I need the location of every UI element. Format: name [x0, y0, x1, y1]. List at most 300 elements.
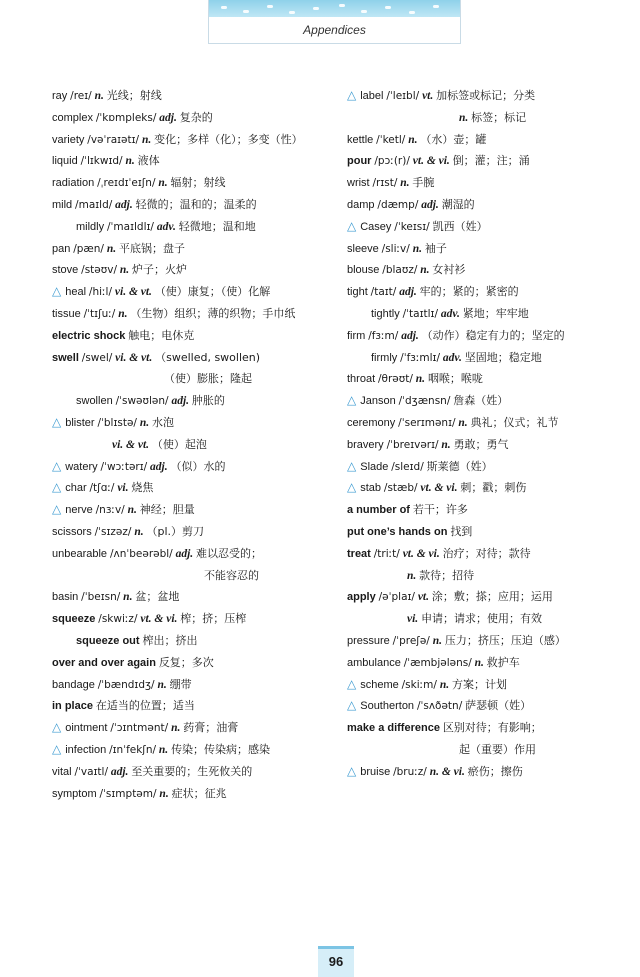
vocab-phonetic: /triːt/: [373, 547, 400, 560]
vocab-headword: complex: [52, 111, 93, 124]
vocab-part-of-speech: vi. & vt.: [115, 351, 153, 364]
vocab-headword: variety: [52, 133, 85, 146]
vocab-entry: [347, 739, 617, 761]
vocab-entry: [347, 107, 617, 129]
vocab-part-of-speech: n.: [459, 111, 469, 124]
vocab-phonetic: /ˈvaɪtl/: [74, 765, 108, 778]
vocab-part-of-speech: adj.: [401, 329, 419, 342]
vocab-definition: 烧焦: [131, 481, 154, 495]
vocab-definition: （使）起泡: [151, 437, 207, 451]
triangle-icon: △: [347, 88, 357, 102]
vocab-part-of-speech: n.: [141, 133, 152, 146]
vocab-phonetic: /ˈtaɪtlɪ/: [402, 307, 438, 320]
vocab-entry: [52, 303, 324, 325]
vocab-part-of-speech: vt. & vi.: [402, 547, 440, 560]
vocab-part-of-speech: n.: [408, 133, 418, 146]
page-number: 96: [318, 946, 354, 977]
vocab-headword: make a difference: [347, 722, 440, 735]
section-title: Appendices: [303, 23, 366, 37]
vocab-phonetic: /pæn/: [73, 242, 104, 255]
vocab-headword: apply: [347, 591, 376, 604]
vocab-definition: 女衬衫: [432, 263, 466, 277]
vocab-headword: damp: [347, 198, 375, 211]
vocab-definition: 咽喉；喉咙: [427, 372, 483, 386]
vocab-phonetic: /ˈsɪzəz/: [94, 525, 132, 538]
vocab-definition: 申请；请求；使用；有效: [421, 612, 543, 626]
vocab-definition: 手腕: [412, 176, 435, 190]
vocab-definition: 潮湿的: [441, 197, 475, 211]
vocab-entry: [347, 521, 617, 543]
vocab-definition: 区别对待；有影响；: [442, 721, 542, 735]
vocab-phonetic: /θrəʊt/: [378, 373, 413, 386]
vocab-headword: Southerton: [360, 700, 415, 713]
vocab-entry: [52, 543, 324, 565]
vocab-definition: 压力；挤压；压迫（感）: [444, 633, 566, 647]
vocab-part-of-speech: n.: [134, 525, 144, 538]
vocab-entry: [347, 281, 617, 303]
vocab-definition: 紧地；牢牢地: [462, 306, 529, 320]
vocab-part-of-speech: n.: [139, 416, 150, 429]
vocab-part-of-speech: n.: [171, 722, 181, 735]
vocab-headword: symptom: [52, 787, 97, 800]
vocab-headword: kettle: [347, 133, 374, 146]
vocab-headword: ambulance: [347, 656, 401, 669]
vocab-definition: 瘀伤；擦伤: [467, 764, 523, 778]
vocab-phonetic: /swel/: [81, 351, 113, 364]
vocab-definition: 不能容忍的: [204, 568, 259, 582]
vocab-entry: [52, 238, 324, 260]
vocab-definition: （pl.）剪刀: [146, 524, 205, 538]
vocab-entry: [52, 259, 324, 281]
vocab-entry: [347, 717, 617, 739]
vocab-phonetic: /maɪld/: [75, 198, 113, 211]
vocab-phonetic: /ˈblɪstə/: [97, 416, 137, 429]
vocab-entry: [52, 107, 324, 129]
vocab-phonetic: /əˈplaɪ/: [378, 591, 415, 604]
vocab-entry: [52, 281, 324, 303]
vocab-definition: 榨出；挤出: [142, 633, 198, 647]
vocab-part-of-speech: adj.: [171, 395, 190, 408]
vocab-definition: 至关重要的；生死攸关的: [131, 764, 253, 778]
triangle-icon: △: [52, 284, 62, 299]
vocab-entry: [52, 674, 324, 696]
vocab-entry: [347, 434, 617, 456]
vocab-phonetic: /tʃɑː/: [89, 482, 115, 495]
vocab-definition: 典礼；仪式；礼节: [470, 415, 559, 429]
triangle-icon: △: [347, 218, 357, 233]
vocab-entry: [347, 238, 617, 260]
vocab-entry: [347, 347, 617, 369]
vocab-definition: 盆；盆地: [135, 590, 180, 604]
vocab-entry: [347, 85, 617, 107]
vocab-phonetic: /ˈæmbjələns/: [403, 656, 472, 669]
vocab-part-of-speech: n.: [118, 307, 128, 320]
vocab-entry: [52, 783, 324, 805]
vocab-headword: treat: [347, 547, 371, 560]
vocab-headword: stab: [360, 482, 382, 495]
vocab-headword: pressure: [347, 634, 390, 647]
vocab-entry: [52, 521, 324, 543]
vocab-headword: pour: [347, 155, 372, 168]
vocab-phonetic: /rɪst/: [372, 177, 398, 190]
vocab-definition: 牢的；紧的；紧密的: [419, 285, 519, 299]
vocab-entry: [52, 499, 324, 521]
vocab-phonetic: /ˈleɪbl/: [386, 90, 420, 102]
vocab-entry: [347, 216, 617, 238]
vocab-entry: [52, 194, 324, 216]
vocab-entry: [347, 543, 617, 565]
vocab-part-of-speech: n.: [432, 634, 442, 647]
vocab-definition: 难以忍受的；: [196, 546, 263, 560]
vocab-headword: squeeze: [52, 613, 96, 626]
vocab-definition: 变化；多样（化）；多变（性）: [154, 132, 303, 146]
vocab-definition: （生物）组织；薄的织物；手巾纸: [130, 306, 296, 320]
vocab-entry: [347, 674, 617, 696]
vocab-entry: [347, 303, 617, 325]
vocab-definition: 刺；戳；刺伤: [460, 481, 527, 495]
vocab-part-of-speech: n.: [439, 678, 450, 691]
vocab-part-of-speech: n.: [127, 504, 137, 517]
vocab-definition: 加标签或标记；分类: [436, 89, 536, 102]
vocab-headword: ointment: [65, 722, 108, 735]
vocab-headword: mildly: [76, 220, 105, 233]
triangle-icon: △: [52, 480, 62, 495]
vocab-headword: Casey: [360, 220, 392, 233]
vocab-headword: squeeze out: [76, 634, 140, 647]
vocab-definition: 勇敢；勇气: [453, 437, 509, 451]
vocab-headword: ray: [52, 90, 68, 102]
vocab-phonetic: /ˈmaɪldlɪ/: [107, 220, 154, 233]
vocab-definition: 方案；计划: [451, 677, 507, 691]
vocab-headword: pan: [52, 242, 71, 255]
vocab-part-of-speech: vt. & vi.: [140, 613, 178, 626]
vocab-definition: 袖子: [424, 241, 447, 255]
vocab-part-of-speech: vi.: [117, 482, 129, 495]
vocab-definition: 水泡: [151, 415, 174, 429]
triangle-icon: △: [52, 720, 62, 735]
vocab-part-of-speech: adj.: [175, 547, 194, 560]
vocab-definition: 辐射；射线: [170, 176, 226, 190]
vocab-phonetic: /skwiːz/: [98, 613, 138, 626]
vocab-part-of-speech: adj.: [421, 198, 439, 211]
vocab-headword: scheme: [360, 678, 399, 691]
vocab-entry: [52, 216, 324, 238]
vocab-definition: 起（重要）作用: [459, 742, 536, 756]
vocab-headword: label: [360, 90, 384, 102]
vocab-definition: （使）康复；（使）化解: [154, 285, 271, 299]
vocab-definition: （swelled, swollen): [155, 350, 261, 364]
vocab-part-of-speech: n.: [407, 569, 417, 582]
vocab-phonetic: /ˈlɪkwɪd/: [80, 155, 123, 168]
vocab-definition: 在适当的位置；适当: [95, 699, 195, 713]
vocab-headword: ceremony: [347, 416, 396, 429]
vocab-headword: Slade: [360, 460, 389, 473]
vocab-part-of-speech: vi. & vt.: [114, 286, 152, 299]
vocab-headword: bandage: [52, 678, 95, 691]
vocab-definition: 触电；电休克: [128, 328, 195, 342]
vocab-headword: over and over again: [52, 656, 156, 669]
vocab-part-of-speech: n.: [106, 242, 117, 255]
vocab-definition: 救护车: [486, 655, 520, 669]
vocab-part-of-speech: n.: [157, 678, 167, 691]
vocab-entry: [52, 565, 324, 587]
vocab-headword: mild: [52, 198, 73, 211]
vocab-phonetic: /ˈsɪmptəm/: [99, 787, 157, 800]
triangle-icon: △: [52, 502, 62, 517]
vocab-part-of-speech: n.: [123, 591, 133, 604]
vocab-entry: [347, 456, 617, 478]
vocab-entry: [52, 325, 324, 347]
vocab-headword: firm: [347, 329, 366, 342]
vocab-phonetic: /ʌnˈbeərəbl/: [109, 547, 173, 560]
vocab-headword: firmly: [371, 351, 398, 364]
vocab-headword: blouse: [347, 264, 380, 277]
vocab-headword: vital: [52, 765, 72, 778]
vocab-part-of-speech: adj.: [110, 765, 129, 778]
vocab-definition: 凯西（姓）: [432, 219, 488, 233]
vocab-phonetic: /ˈkɒmpleks/: [95, 111, 157, 124]
vocabulary-column-right: [347, 85, 617, 783]
vocab-phonetic: /ˈɔɪntmənt/: [110, 722, 169, 735]
vocab-definition: 药膏；油膏: [183, 721, 239, 735]
vocab-phonetic: /vəˈraɪətɪ/: [87, 133, 140, 146]
vocab-part-of-speech: adv.: [440, 307, 460, 320]
vocab-entry: [347, 695, 617, 717]
vocab-part-of-speech: n.: [94, 90, 104, 102]
vocab-headword: radiation: [52, 177, 95, 190]
vocab-headword: put one’s hands on: [347, 525, 448, 538]
vocab-entry: [347, 652, 617, 674]
vocab-phonetic: /ˈsʌðətn/: [416, 700, 463, 713]
vocab-definition: 绷带: [169, 677, 192, 691]
vocab-entry: [347, 477, 617, 499]
vocab-part-of-speech: adv.: [156, 220, 176, 233]
vocab-entry: [52, 129, 324, 151]
vocab-definition: 若干；许多: [412, 503, 468, 517]
vocab-phonetic: /stəʊv/: [81, 264, 117, 277]
vocab-entry: [347, 608, 617, 630]
vocab-part-of-speech: adj.: [399, 286, 417, 299]
vocab-definition: 坚固地；稳定地: [464, 350, 542, 364]
vocab-definition: 光线；射线: [106, 89, 162, 102]
vocab-headword: a number of: [347, 504, 410, 517]
vocab-definition: 神经；胆量: [139, 503, 195, 517]
vocab-headword: swollen: [76, 395, 113, 408]
vocab-definition: 萨瑟顿（姓）: [465, 699, 532, 713]
vocab-entry: [347, 259, 617, 281]
vocab-headword: unbearable: [52, 547, 108, 560]
triangle-icon: △: [347, 676, 357, 691]
vocab-definition: 治疗；对待；款待: [442, 546, 531, 560]
triangle-icon: △: [347, 698, 357, 713]
vocab-entry: [347, 761, 617, 783]
vocab-phonetic: /ˈpreʃə/: [392, 634, 430, 647]
vocab-entry: [52, 412, 324, 434]
vocab-part-of-speech: n.: [125, 155, 135, 168]
vocab-definition: 榨；挤；压榨: [180, 612, 247, 626]
vocab-part-of-speech: n.: [441, 438, 451, 451]
vocab-entry: [347, 412, 617, 434]
vocab-definition: 找到: [450, 524, 473, 538]
vocab-part-of-speech: adj.: [159, 111, 177, 124]
vocab-phonetic: /ˈwɔːtərɪ/: [100, 460, 148, 473]
vocab-part-of-speech: n.: [158, 743, 169, 756]
vocab-definition: 轻微地；温和地: [178, 219, 256, 233]
vocab-entry: [52, 739, 324, 761]
vocab-phonetic: /ˈdʒænsn/: [398, 395, 451, 408]
vocab-entry: [52, 390, 324, 412]
vocab-phonetic: /skiːm/: [401, 678, 437, 691]
vocab-headword: liquid: [52, 155, 78, 168]
vocab-phonetic: /ˈbeɪsn/: [81, 591, 121, 604]
vocab-entry: [52, 434, 324, 456]
vocab-entry: [52, 368, 324, 390]
vocab-phonetic: /ˈketl/: [376, 133, 406, 146]
vocab-part-of-speech: n.: [474, 656, 484, 669]
vocab-headword: nerve: [65, 504, 93, 517]
vocab-phonetic: /ˈserɪmənɪ/: [398, 416, 456, 429]
triangle-icon: △: [347, 393, 357, 408]
vocab-headword: blister: [65, 416, 95, 429]
vocab-phonetic: /sliːv/: [381, 242, 410, 255]
vocab-headword: bravery: [347, 438, 384, 451]
vocab-entry: [347, 499, 617, 521]
vocab-headword: in place: [52, 700, 93, 713]
vocab-definition: 平底锅；盘子: [118, 241, 185, 255]
vocab-entry: [52, 630, 324, 652]
vocab-phonetic: /hiːl/: [88, 286, 113, 299]
vocab-headword: wrist: [347, 177, 370, 190]
vocab-headword: Janson: [360, 395, 396, 408]
vocab-part-of-speech: vt. & vi.: [412, 155, 450, 168]
vocab-definition: 斯莱德（姓）: [426, 459, 493, 473]
vocab-phonetic: /stæb/: [383, 482, 418, 495]
vocab-headword: throat: [347, 373, 376, 386]
vocab-phonetic: /ɪnˈfekʃn/: [109, 743, 157, 756]
vocab-phonetic: /bruːz/: [393, 765, 427, 778]
vocab-entry: [52, 172, 324, 194]
vocab-definition: 复杂的: [179, 110, 213, 124]
vocab-entry: [347, 150, 617, 172]
vocab-entry: [52, 761, 324, 783]
vocab-headword: basin: [52, 591, 79, 604]
vocab-headword: heal: [65, 286, 87, 299]
vocab-part-of-speech: adj.: [115, 198, 133, 211]
vocab-definition: （动作）稳定有力的；坚定的: [421, 328, 565, 342]
vocab-entry: [347, 325, 617, 347]
vocab-part-of-speech: n.: [420, 264, 430, 277]
triangle-icon: △: [347, 480, 357, 495]
vocab-headword: sleeve: [347, 242, 379, 255]
vocab-phonetic: /dæmp/: [377, 198, 419, 211]
vocab-entry: [347, 390, 617, 412]
vocab-phonetic: /ˌreɪdɪˈeɪʃn/: [97, 177, 156, 190]
vocab-definition: 液体: [137, 154, 160, 168]
vocab-entry: [52, 695, 324, 717]
vocab-phonetic: /ˈbreɪvərɪ/: [386, 438, 439, 451]
vocab-headword: scissors: [52, 525, 92, 538]
banner-sky-decoration: [209, 0, 460, 17]
vocab-phonetic: /ˈfɜːmlɪ/: [400, 351, 440, 364]
vocab-part-of-speech: n.: [119, 264, 130, 277]
vocab-part-of-speech: adj.: [150, 460, 168, 473]
vocab-entry: [52, 347, 324, 369]
vocab-phonetic: /ˈkeɪsɪ/: [394, 220, 430, 233]
vocab-headword: stove: [52, 264, 79, 277]
vocab-phonetic: /ˈswəʊlən/: [115, 395, 169, 408]
vocab-headword: infection: [65, 743, 107, 756]
vocab-headword: swell: [52, 351, 79, 364]
vocab-definition: 款待；招待: [419, 568, 475, 582]
vocab-part-of-speech: vi.: [407, 613, 419, 626]
vocab-phonetic: /pɔː(r)/: [374, 155, 410, 168]
section-banner: [208, 0, 461, 44]
vocab-definition: 标签；标记: [471, 110, 527, 124]
vocab-definition: 倒；灌；注；涌: [452, 154, 530, 168]
vocab-entry: [347, 368, 617, 390]
vocab-part-of-speech: n.: [159, 787, 169, 800]
vocab-definition: 肿胀的: [191, 394, 225, 408]
vocab-part-of-speech: vt. & vi.: [420, 482, 458, 495]
vocab-headword: bruise: [360, 765, 391, 778]
vocab-headword: tight: [347, 286, 368, 299]
triangle-icon: △: [52, 458, 62, 473]
vocab-phonetic: /sleɪd/: [391, 460, 424, 473]
vocab-entry: [52, 85, 324, 107]
vocab-definition: 炉子；火炉: [132, 263, 188, 277]
vocab-phonetic: /ˈbændɪdʒ/: [97, 678, 155, 691]
vocab-entry: [52, 717, 324, 739]
vocab-entry: [347, 565, 617, 587]
vocab-headword: watery: [65, 460, 98, 473]
vocab-phonetic: /nɜːv/: [95, 504, 125, 517]
vocab-entry: [347, 630, 617, 652]
vocab-entry: [347, 172, 617, 194]
vocab-phonetic: /reɪ/: [70, 90, 92, 102]
vocab-headword: electric shock: [52, 329, 126, 342]
vocab-definition: （似）水的: [170, 459, 226, 473]
vocab-part-of-speech: n.: [458, 416, 468, 429]
vocab-part-of-speech: n.: [412, 242, 422, 255]
vocab-definition: 轻微的；温和的；温柔的: [135, 197, 257, 211]
vocab-headword: tissue: [52, 307, 81, 320]
vocab-definition: 詹森（姓）: [453, 394, 509, 408]
vocab-entry: [52, 477, 324, 499]
vocab-definition: 症状；征兆: [171, 786, 227, 800]
vocab-part-of-speech: n.: [158, 177, 168, 190]
vocab-part-of-speech: n. & vi.: [429, 765, 465, 778]
triangle-icon: △: [347, 763, 357, 778]
vocab-entry: [347, 194, 617, 216]
vocab-entry: [347, 586, 617, 608]
vocab-part-of-speech: n.: [415, 373, 426, 386]
vocabulary-column-left: [52, 85, 324, 804]
vocab-entry: [52, 586, 324, 608]
vocab-definition: （使）膨胀；隆起: [164, 372, 252, 386]
triangle-icon: △: [347, 458, 357, 473]
vocab-part-of-speech: n.: [400, 177, 410, 190]
vocab-headword: tightly: [371, 307, 400, 320]
vocab-definition: 传染；传染病；感染: [171, 742, 271, 756]
vocab-entry: [347, 129, 617, 151]
vocab-phonetic: /fɜːm/: [368, 329, 399, 342]
vocab-definition: 反复；多次: [158, 655, 214, 669]
vocab-definition: （水）壶；罐: [420, 132, 487, 146]
vocab-phonetic: /blaʊz/: [382, 264, 418, 277]
vocab-definition: 涂；敷；搽；应用；运用: [431, 590, 553, 604]
vocab-entry: [52, 456, 324, 478]
vocab-entry: [52, 652, 324, 674]
